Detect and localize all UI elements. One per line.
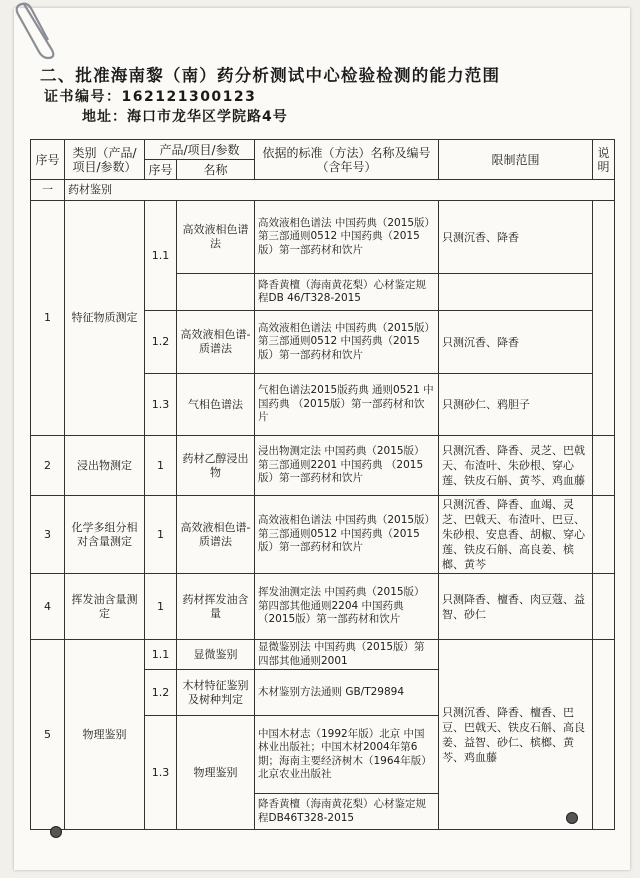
row-category: 化学多组分相对含量测定: [65, 496, 145, 574]
item-limit: 只测沉香、降香、檀香、巴豆、巴戟天、铁皮石斛、高良姜、益智、砂仁、槟榔、黄芩、鸡血藤: [439, 640, 593, 830]
sub-seq: 1.1: [145, 201, 177, 311]
sub-seq: 1.3: [145, 374, 177, 436]
table-row: [31, 640, 615, 670]
item-standard: 高效液相色谱法 中国药典（2015版）第三部通则0512 中国药典（2015版）第一部药材和饮片: [255, 311, 439, 374]
row-category: 浸出物测定: [65, 436, 145, 496]
item-name: 高效液相色谱-质谱法: [177, 496, 255, 574]
item-limit: 只测沉香、降香、灵芝、巴戟天、布渣叶、朱砂根、穿心莲、铁皮石斛、黄芩、鸡血藤: [439, 436, 593, 496]
paperclip-icon: [14, 0, 58, 60]
item-limit: 只测沉香、降香、血竭、灵芝、巴戟天、布渣叶、巴豆、朱砂根、安息香、胡椒、穿心莲、铁皮石斛、高良姜、槟榔、黄芩: [439, 496, 593, 574]
item-name: 药材乙醇浸出物: [177, 436, 255, 496]
row-no: 4: [31, 574, 65, 640]
item-name: 高效液相色谱法: [177, 201, 255, 274]
pin-icon: [50, 826, 62, 838]
sub-seq: 1.2: [145, 670, 177, 716]
header-product-group: 产品/项目/参数: [145, 140, 255, 160]
item-standard: 高效液相色谱法 中国药典（2015版）第三部通则0512 中国药典（2015版）第一部药材和饮片: [255, 496, 439, 574]
row-no: 2: [31, 436, 65, 496]
row-no: 3: [31, 496, 65, 574]
item-name: 显微鉴别: [177, 640, 255, 670]
table-row: [31, 436, 615, 496]
header-name: 名称: [177, 160, 255, 180]
address-value: 海口市龙华区学院路4号: [127, 109, 288, 125]
certificate-label: 证书编号：: [44, 89, 122, 105]
row-no: 5: [31, 640, 65, 830]
header-sub-seq: 序号: [145, 160, 177, 180]
item-name: 气相色谱法: [177, 374, 255, 436]
pin-icon: [566, 812, 578, 824]
sub-seq: 1.2: [145, 311, 177, 374]
address-label: 地址：: [82, 109, 127, 125]
row-category: 物理鉴别: [65, 640, 145, 830]
header-note: 说明: [593, 140, 615, 180]
section-name: 药材鉴别: [65, 180, 615, 201]
header-standard: 依据的标准（方法）名称及编号（含年号）: [255, 140, 439, 180]
table-row: [31, 496, 615, 574]
capability-table: [30, 139, 615, 830]
sub-seq: 1: [145, 574, 177, 640]
sub-seq: 1: [145, 436, 177, 496]
header-limit: 限制范围: [439, 140, 593, 180]
item-limit: 只测沉香、降香: [439, 311, 593, 374]
item-name: 木材特征鉴别及树种判定: [177, 670, 255, 716]
header-seq: 序号: [31, 140, 65, 180]
item-standard: 气相色谱法2015版药典 通则0521 中国药典 （2015版）第一部药材和饮片: [255, 374, 439, 436]
item-standard: 浸出物测定法 中国药典（2015版）第三部通则2201 中国药典 （2015版）第一部药材和饮片: [255, 436, 439, 496]
item-standard: 显微鉴别法 中国药典（2015版）第四部其他通则2001: [255, 640, 439, 670]
item-standard: 高效液相色谱法 中国药典（2015版）第三部通则0512 中国药典（2015版）第一部药材和饮片: [255, 201, 439, 274]
row-no: 1: [31, 201, 65, 436]
item-standard: 降香黄檀（海南黄花梨）心材鉴定规程DB46T328-2015: [255, 794, 439, 830]
item-limit: 只测砂仁、鸦胆子: [439, 374, 593, 436]
item-name: 物理鉴别: [177, 716, 255, 830]
sub-seq: 1.3: [145, 716, 177, 830]
table-row: [31, 574, 615, 640]
document-title: 二、批准海南黎（南）药分析测试中心检验检测的能力范围: [40, 66, 501, 85]
section-no: 一: [31, 180, 65, 201]
table-row: [31, 201, 615, 274]
row-category: 特征物质测定: [65, 201, 145, 436]
certificate-value: 162121300123: [121, 89, 257, 105]
certificate-number: [44, 86, 256, 106]
item-standard: 降香黄檀（海南黄花梨）心材鉴定规程DB 46/T328-2015: [255, 274, 439, 311]
address: [82, 106, 288, 126]
item-name: 高效液相色谱-质谱法: [177, 311, 255, 374]
item-limit: 只测降香、檀香、肉豆蔻、益智、砂仁: [439, 574, 593, 640]
item-standard: 挥发油测定法 中国药典（2015版）第四部其他通则2204 中国药典（2015版）第一部药材和饮片: [255, 574, 439, 640]
item-standard: 木材鉴别方法通则 GB/T29894: [255, 670, 439, 716]
sub-seq: 1.1: [145, 640, 177, 670]
sub-seq: 1: [145, 496, 177, 574]
item-name: 药材挥发油含量: [177, 574, 255, 640]
row-category: 挥发油含量测定: [65, 574, 145, 640]
header-category: 类别（产品/项目/参数）: [65, 140, 145, 180]
item-standard: 中国木材志（1992年版）北京 中国林业出版社；中国木材2004年第6期；海南主要经济树木（1964年版）北京农业出版社: [255, 716, 439, 794]
item-limit: 只测沉香、降香: [439, 201, 593, 274]
